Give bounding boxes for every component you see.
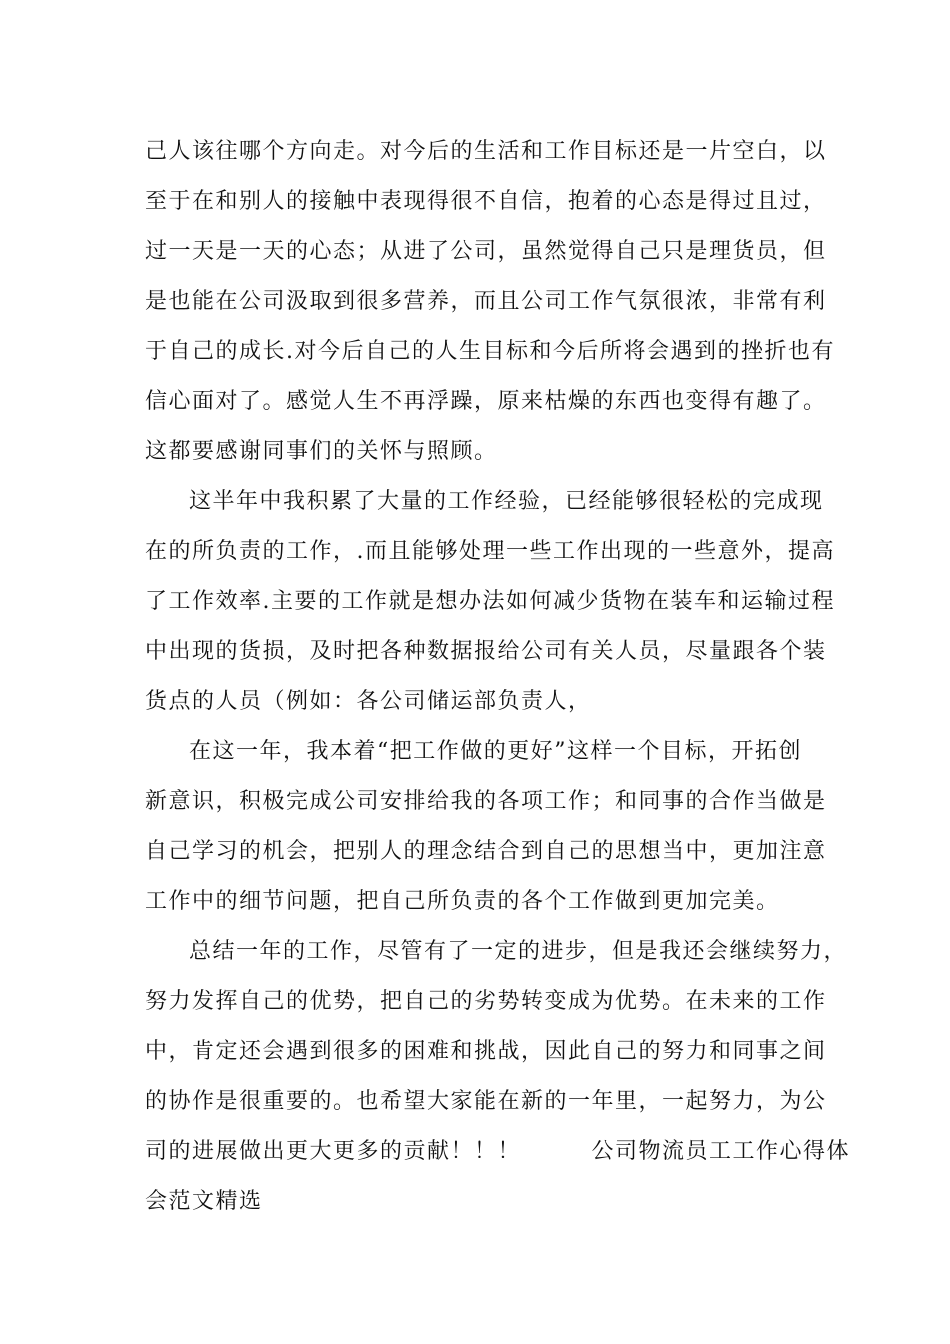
text-line: 货点的人员（例如：各公司储运部负责人， — [145, 689, 592, 714]
text-line: 过一天是一天的心态；从进了公司，虽然觉得自己只是理货员，但 — [145, 239, 827, 264]
text-line: 是也能在公司汲取到很多营养，而且公司工作气氛很浓，非常有利 — [145, 289, 827, 314]
text-line: 中出现的货损，及时把各种数据报给公司有关人员，尽量跟各个装 — [145, 639, 827, 664]
text-line: 的协作是很重要的。也希望大家能在新的一年里，一起努力，为公 — [145, 1089, 827, 1114]
text-line: 己人该往哪个方向走。对今后的生活和工作目标还是一片空白，以 — [145, 139, 827, 164]
text-line: 至于在和别人的接触中表现得很不自信，抱着的心态是得过且过， — [145, 189, 827, 214]
text-line: 这都要感谢同事们的关怀与照顾。 — [145, 439, 498, 464]
text-line: 新意识，积极完成公司安排给我的各项工作；和同事的合作当做是 — [145, 789, 827, 814]
text-line: 努力发挥自己的优势，把自己的劣势转变成为优势。在未来的工作 — [145, 989, 827, 1014]
text-line: 会范文精选 — [145, 1189, 263, 1214]
text-line: 中，肯定还会遇到很多的困难和挑战，因此自己的努力和同事之间 — [145, 1039, 827, 1064]
text-line: 在的所负责的工作，.而且能够处理一些工作出现的一些意外，提高 — [145, 539, 835, 564]
text-line: 于自己的成长.对今后自己的人生目标和今后所将会遇到的挫折也有 — [145, 339, 835, 364]
text-line: 工作中的细节问题，把自己所负责的各个工作做到更加完美。 — [145, 889, 780, 914]
paragraph-first-line: 这半年中我积累了大量的工作经验，已经能够很轻松的完成现 — [189, 489, 824, 514]
text-line: 司的进展做出更大更多的贡献！！！ 公司物流员工工作心得体 — [145, 1139, 851, 1164]
paragraph-first-line: 在这一年，我本着“把工作做的更好”这样一个目标，开拓创 — [189, 739, 802, 764]
text-line: 自己学习的机会，把别人的理念结合到自己的思想当中，更加注意 — [145, 839, 827, 864]
text-line: 了工作效率.主要的工作就是想办法如何减少货物在装车和运输过程 — [145, 589, 835, 614]
text-line: 信心面对了。感觉人生不再浮躁，原来枯燥的东西也变得有趣了。 — [145, 389, 827, 414]
paragraph-first-line: 总结一年的工作，尽管有了一定的进步，但是我还会继续努力， — [189, 939, 848, 964]
